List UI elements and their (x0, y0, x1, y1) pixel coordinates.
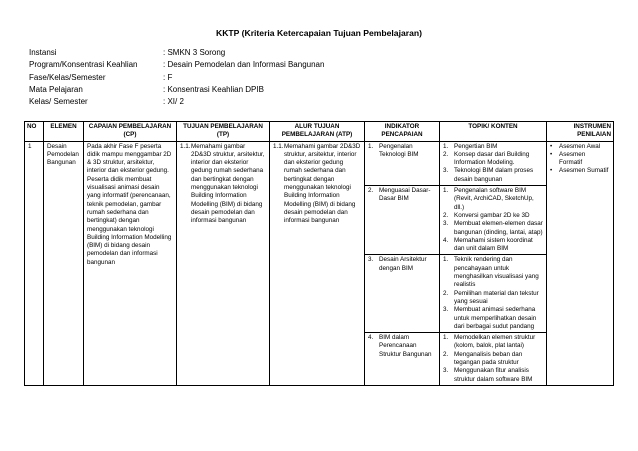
cell-instrumen (547, 141, 614, 385)
info-label: Instansi (29, 48, 57, 57)
topic-item (443, 367, 543, 384)
instrument-text: Asesmen Formatif (559, 150, 586, 167)
header-tp: TUJUAN PEMBELAJARAN (TP) (177, 122, 270, 142)
item-number: 4. (443, 236, 449, 244)
item-number: 1. (443, 187, 449, 195)
item-number: 1. (443, 334, 449, 342)
item-text: BIM dalam Perencanaan Struktur Bangunan (379, 334, 432, 358)
table-row (25, 141, 614, 185)
item-number: 2. (443, 150, 449, 158)
cell-topik (440, 186, 547, 255)
indicator-item (368, 187, 436, 204)
topic-item (443, 143, 543, 151)
topic-item (443, 220, 543, 237)
item-number: 3. (443, 220, 449, 228)
header-no: NO (25, 122, 44, 142)
info-row (29, 47, 324, 59)
item-text: Desain Arsitektur dengan BIM (379, 256, 427, 272)
cell-topik (440, 255, 547, 333)
info-row (29, 72, 324, 84)
indicator-item (368, 256, 436, 273)
item-number: 1.1. (273, 142, 284, 150)
topic-item (443, 167, 543, 184)
indicator-item (368, 334, 436, 359)
topic-item (443, 351, 543, 368)
item-text: Memahami gambar 2D&3D struktur, arsitektur, interior dan eksterior gedung rumah sederhana dan bertingkat dengan menggunakan teknologi Building Information Modelling (BIM) di bidang desain pemodelan dan informasi bangunan (284, 142, 361, 225)
cell-indikator (365, 255, 440, 333)
instrument-item (550, 167, 610, 175)
topic-item (443, 306, 543, 331)
table-header-row (25, 122, 614, 142)
item-number: 2. (443, 350, 449, 358)
item-number: 3. (443, 306, 449, 314)
item-text: Pemilihan material dan tekstur yang sesuai (454, 289, 539, 305)
instrument-text: Asesmen Sumatif (559, 167, 609, 175)
info-block (29, 47, 324, 108)
info-label: Fase/Kelas/Semester (29, 72, 106, 82)
info-value: : XI/ 2 (163, 97, 184, 107)
topic-item (443, 290, 543, 307)
cell-cp: Pada akhir Fase F peserta didik mampu menggambar 2D & 3D struktur, arsitektur, interior dan eksterior gedung. Peserta didik membuat visualisasi animasi desain yang informatif (perencanaan, teknik pemodelan, gambar rumah sederhana dan bertingkat) dengan menggunakan teknologi Building Information Modelling (BIM) di bidang desain pemodelan dan informasi bangunan (84, 141, 177, 385)
item-text: Menguasai Dasar-Dasar BIM (379, 187, 431, 203)
instrument-item (550, 143, 610, 151)
kktp-table (24, 121, 614, 386)
item-number: 2. (443, 211, 449, 219)
item-number: 2. (443, 289, 449, 297)
cell-indikator (365, 186, 440, 255)
item-number: 3. (443, 167, 449, 175)
item-number: 3. (368, 256, 374, 264)
header-atp: ALUR TUJUAN PEMBELAJARAN (ATP) (270, 122, 365, 142)
header-instrumen: INSTRUMEN PENILAIAN (547, 122, 614, 142)
document-title: KKTP (Kriteria Ketercapaian Tujuan Pembelajaran) (216, 28, 422, 38)
bullet-icon: • (550, 142, 553, 150)
tp-item (180, 143, 266, 226)
item-text: Teknik rendering dan pencahayaan untuk menghasilkan visualisasi yang realistis (454, 256, 539, 289)
item-number: 4. (368, 334, 374, 342)
cell-indikator (365, 141, 440, 185)
header-elemen: ELEMEN (44, 122, 84, 142)
item-text: Pengenalan software BIM (Revit, ArchiCAD, SketchUp, dll.) (454, 187, 534, 211)
item-text: Menggunakan fitur analisis struktur dalam software BIM (454, 367, 533, 383)
info-label: Program/Konsentrasi Keahlian (29, 60, 138, 70)
indicator-item (368, 143, 436, 160)
item-number: 1. (368, 142, 374, 150)
cell-topik (440, 141, 547, 185)
info-value: : SMKN 3 Sorong (163, 48, 226, 57)
instrument-item (550, 151, 610, 168)
cell-no: 1 (25, 141, 44, 385)
cell-elemen: Desain Pemodelan Bangunan (44, 141, 84, 385)
item-text: Menganalisis beban dan tegangan pada struktur (454, 350, 523, 367)
item-number: 1.1. (180, 142, 191, 150)
info-label: Mata Pelajaran (29, 84, 83, 94)
item-text: Konversi gambar 2D ke 3D (454, 211, 530, 219)
item-text: Pengenalan Teknologi BIM (379, 142, 419, 158)
bullet-icon: • (550, 167, 553, 175)
cell-indikator (365, 333, 440, 386)
info-value: : F (163, 72, 173, 82)
topic-item (443, 334, 543, 351)
cell-atp (270, 141, 365, 385)
item-number: 2. (368, 187, 374, 195)
cell-tp (177, 141, 270, 385)
atp-item (273, 143, 361, 226)
item-number: 1. (443, 142, 449, 150)
item-text: Konsep dasar dari Building Information Modeling. (454, 150, 530, 167)
cell-topik (440, 333, 547, 386)
topic-item (443, 212, 543, 220)
topic-item (443, 237, 543, 254)
info-label: Kelas/ Semester (29, 97, 88, 107)
info-row (29, 84, 324, 96)
topic-item (443, 151, 543, 168)
bullet-icon: • (550, 150, 553, 158)
instrument-text: Asesmen Awal (559, 142, 601, 150)
item-text: Memodelkan elemen struktur (kolom, balok, plat lantai) (454, 334, 536, 350)
item-text: Teknologi BIM dalam proses desain bangunan (454, 167, 534, 183)
item-text: Pengertian BIM (454, 142, 498, 150)
item-text: Memahami gambar 2D&3D struktur, arsitektur, interior dan eksterior gedung rumah sederhana dan bertingkat dengan menggunakan teknologi Building Information Modelling (BIM) di bidang desain pemodelan dan informasi bangunan (191, 142, 265, 225)
info-value: : Desain Pemodelan dan Informasi Bangunan (163, 60, 325, 70)
topic-item (443, 187, 543, 212)
header-indikator: INDIKATOR PENCAPAIAN (365, 122, 440, 142)
item-number: 1. (443, 256, 449, 264)
item-text: Membuat elemen-elemen dasar bangunan (dinding, lantai, atap) (454, 220, 543, 236)
item-number: 3. (443, 367, 449, 375)
info-row (29, 96, 324, 108)
info-value: : Konsentrasi Keahlian DPIB (163, 84, 264, 94)
header-topik: TOPIK/ KONTEN (440, 122, 547, 142)
info-row (29, 59, 324, 71)
header-cp: CAPAIAN PEMBELAJARAN (CP) (84, 122, 177, 142)
item-text: Memahami sistem koordinat dan unit dalam BIM (454, 236, 533, 253)
item-text: Membuat animasi sederhana untuk memperlihatkan desain dari berbagai sudut pandang (454, 306, 537, 330)
topic-item (443, 256, 543, 289)
